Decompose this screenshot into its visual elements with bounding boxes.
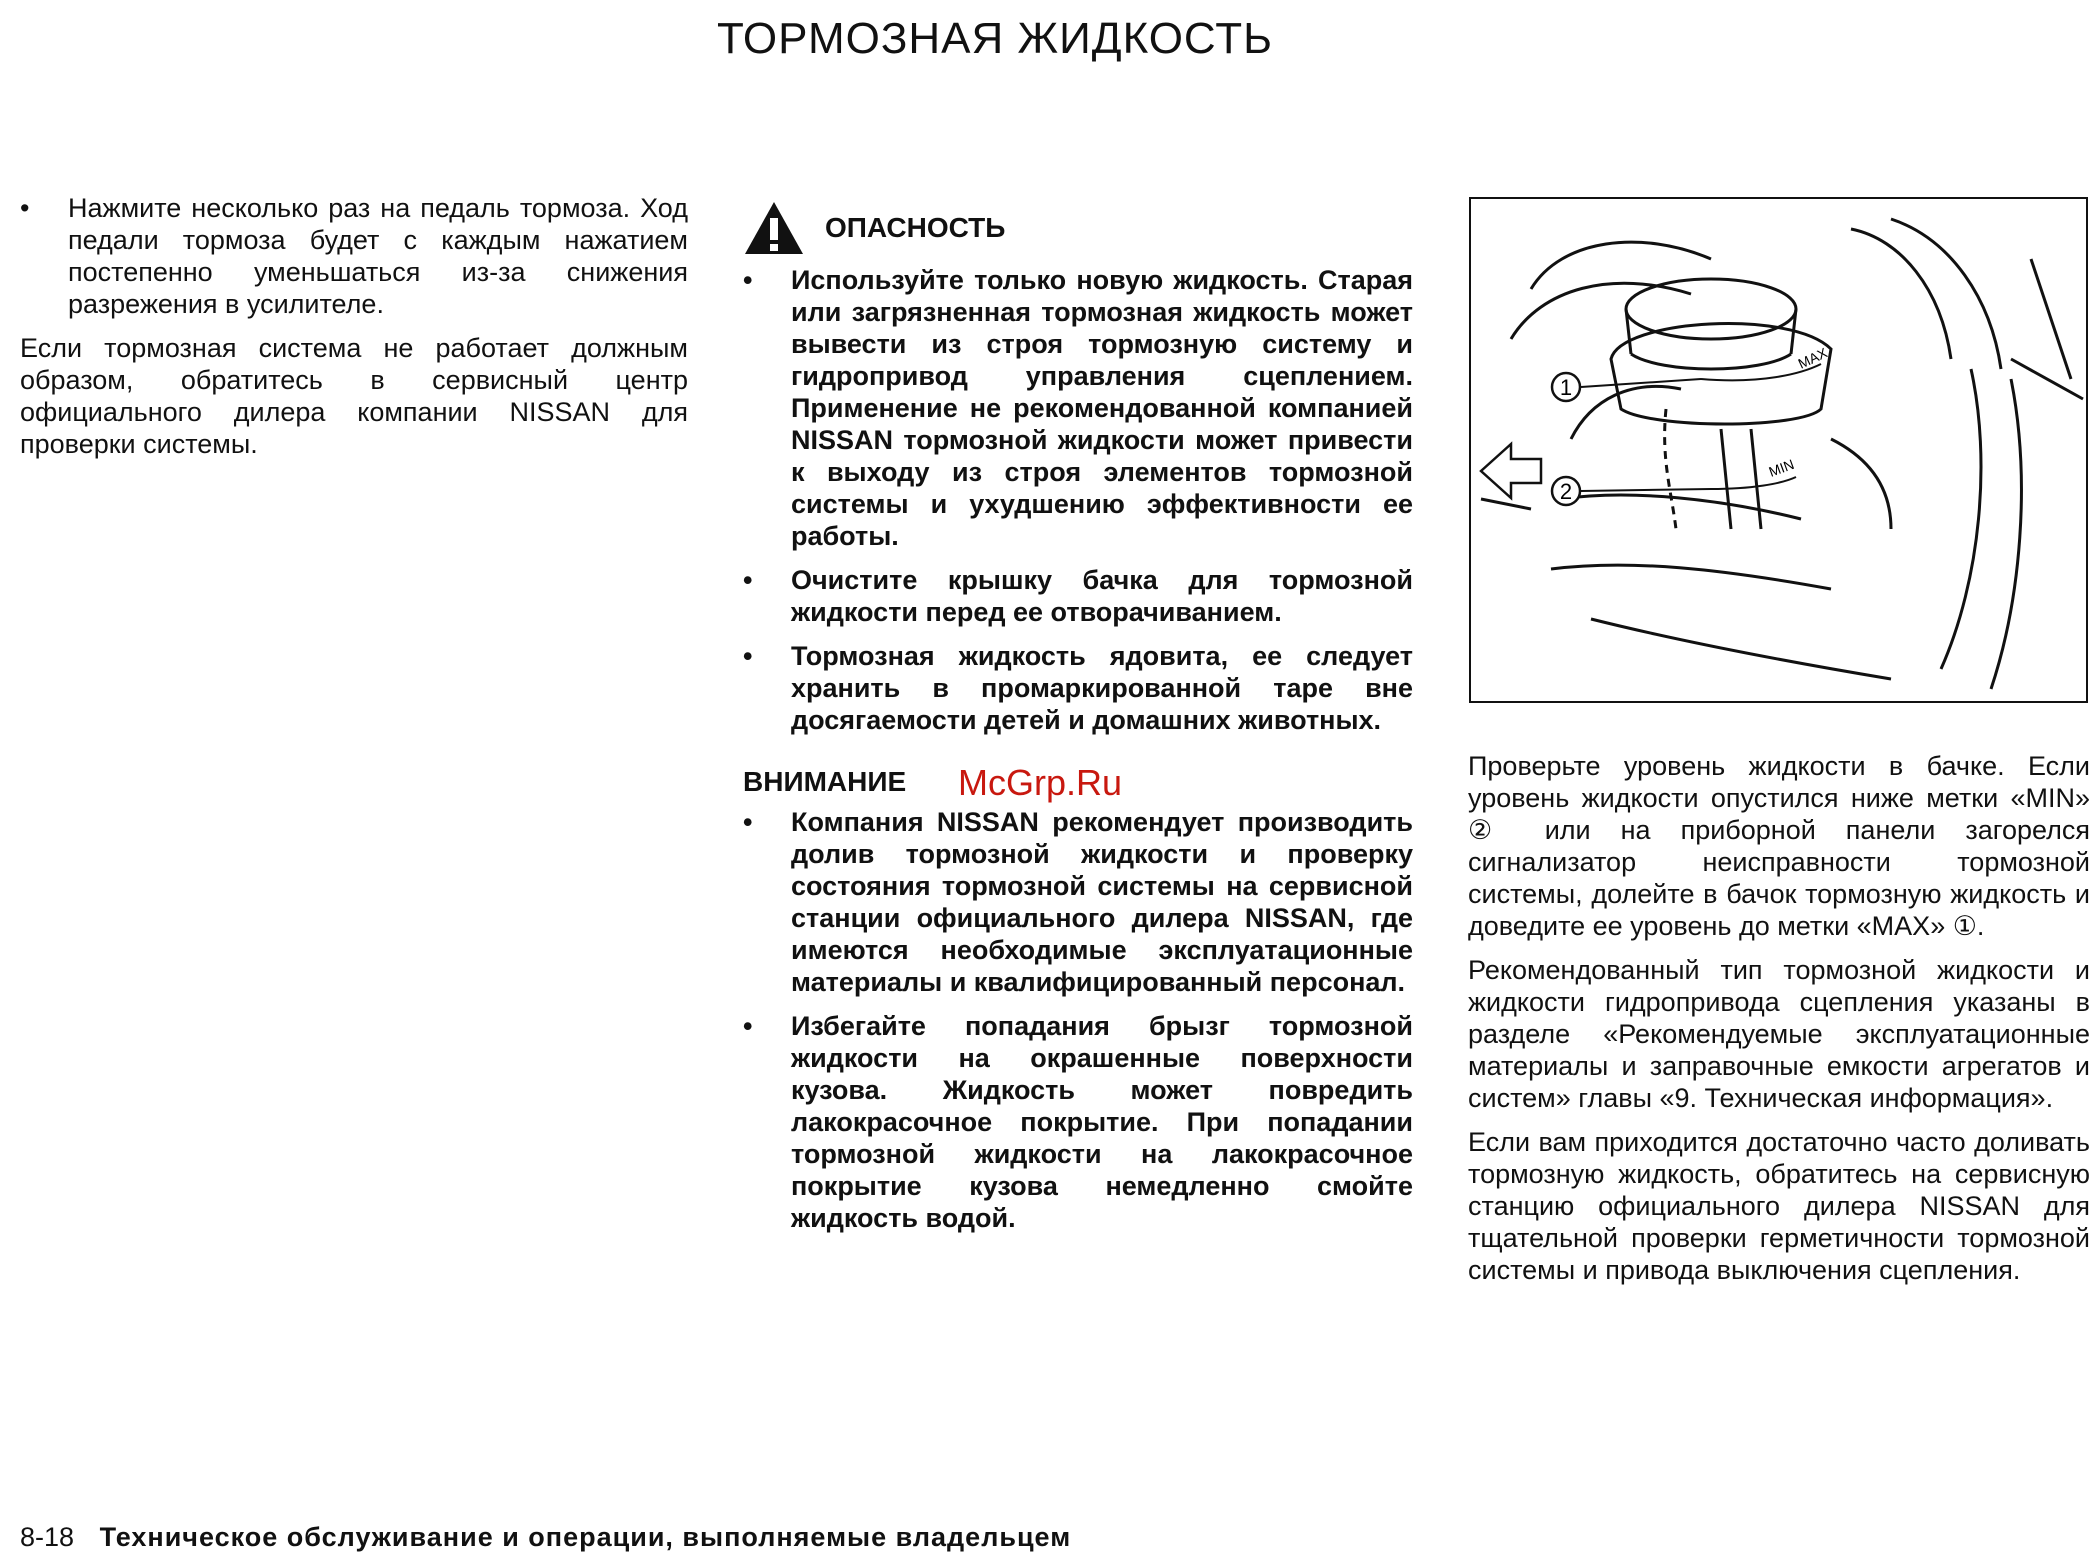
paragraph: Если тормозная система не работает должным образом, обратитесь в сервисный центр официального дилера компании NISSAN для проверки системы. (20, 333, 688, 459)
danger-item: Используйте только новую жидкость. Старая или загрязненная тормозная жидкость может вывести из строя тормозную систему и гидропривод управления сцеплением. Применение не рекомендованной компанией NISSAN тормозной жидкости может привести к выходу из строя элементов тормозной системы и ухудшению эффективности ее работы. (791, 265, 1413, 551)
list-item (743, 806, 1413, 998)
caution-item: Компания NISSAN рекомендует производить долив тормозной жидкости и проверку состояния тормозной системы на сервисной станции официального дилера NISSAN, где имеются необходимые эксплуатационные материалы и квалифицированный персонал. (791, 807, 1413, 997)
list-item (743, 1010, 1413, 1234)
caution-heading: ВНИМАНИЕ (743, 766, 907, 797)
right-column (1468, 750, 2090, 1298)
bullet-icon: • (743, 1011, 753, 1041)
page-title: ТОРМОЗНАЯ ЖИДКОСТЬ (716, 14, 1274, 63)
danger-header (743, 200, 1413, 256)
bullet-icon: • (743, 807, 753, 837)
watermark: McGrp.Ru (958, 762, 1123, 803)
max-label: MAX (1795, 344, 1830, 372)
direction-arrow-icon (1481, 444, 1541, 498)
left-column (20, 192, 688, 472)
callout-2: 2 (1559, 479, 1573, 504)
list-item (743, 640, 1413, 736)
list-item (743, 264, 1413, 552)
caution-item: Избегайте попадания брызг тормозной жидкости на окрашенные поверхности кузова. Жидкость может повредить лакокрасочное покрытие. При попадании тормозной жидкости на лакокрасочное покрытие кузова немедленно смойте жидкость водой. (791, 1011, 1413, 1233)
brake-reservoir-figure (1469, 197, 2088, 703)
bullet-icon: • (743, 641, 753, 671)
danger-heading: ОПАСНОСТЬ (825, 212, 1006, 243)
paragraph: Рекомендованный тип тормозной жидкости и жидкости гидропривода сцепления указаны в разделе «Рекомендуемые эксплуатационные материалы и заправочные емкости агрегатов и систем» главы «9. Техническая информация». (1468, 955, 2090, 1113)
list-item (20, 192, 688, 320)
section-title: Техническое обслуживание и операции, выполняемые владельцем (99, 1522, 1072, 1552)
middle-column (743, 200, 1413, 1246)
bullet-icon: • (20, 193, 30, 223)
bullet-icon: • (743, 565, 753, 595)
list-item (743, 564, 1413, 628)
reservoir-illustration (1471, 199, 2086, 701)
bullet-icon: • (743, 265, 753, 295)
min-label: MIN (1766, 456, 1797, 480)
bullet-text: Нажмите несколько раз на педаль тормоза. Ход педали тормоза будет с каждым нажатием постепенно уменьшаться из-за снижения разрежения в усилителе. (68, 193, 688, 319)
danger-item: Очистите крышку бачка для тормозной жидкости перед ее отворачиванием. (791, 565, 1413, 627)
danger-item: Тормозная жидкость ядовита, ее следует хранить в промаркированной таре вне досягаемости детей и домашних животных. (791, 641, 1413, 735)
warning-triangle-icon (743, 200, 805, 256)
page-number: 8-18 (20, 1522, 75, 1552)
page-footer (20, 1522, 1071, 1553)
callout-1: 1 (1559, 375, 1573, 400)
paragraph: Проверьте уровень жидкости в бачке. Если уровень жидкости опустился ниже метки «MIN» ② или на приборной панели загорелся сигнализатор неисправности тормозной системы, долейте в бачок тормозную жидкость и доведите ее уровень до метки «MAX» ①. (1468, 751, 2090, 941)
paragraph: Если вам приходится достаточно часто доливать тормозную жидкость, обратитесь на сервисную станцию официального дилера NISSAN для тщательной проверки герметичности тормозной системы и привода выключения сцепления. (1468, 1127, 2090, 1285)
